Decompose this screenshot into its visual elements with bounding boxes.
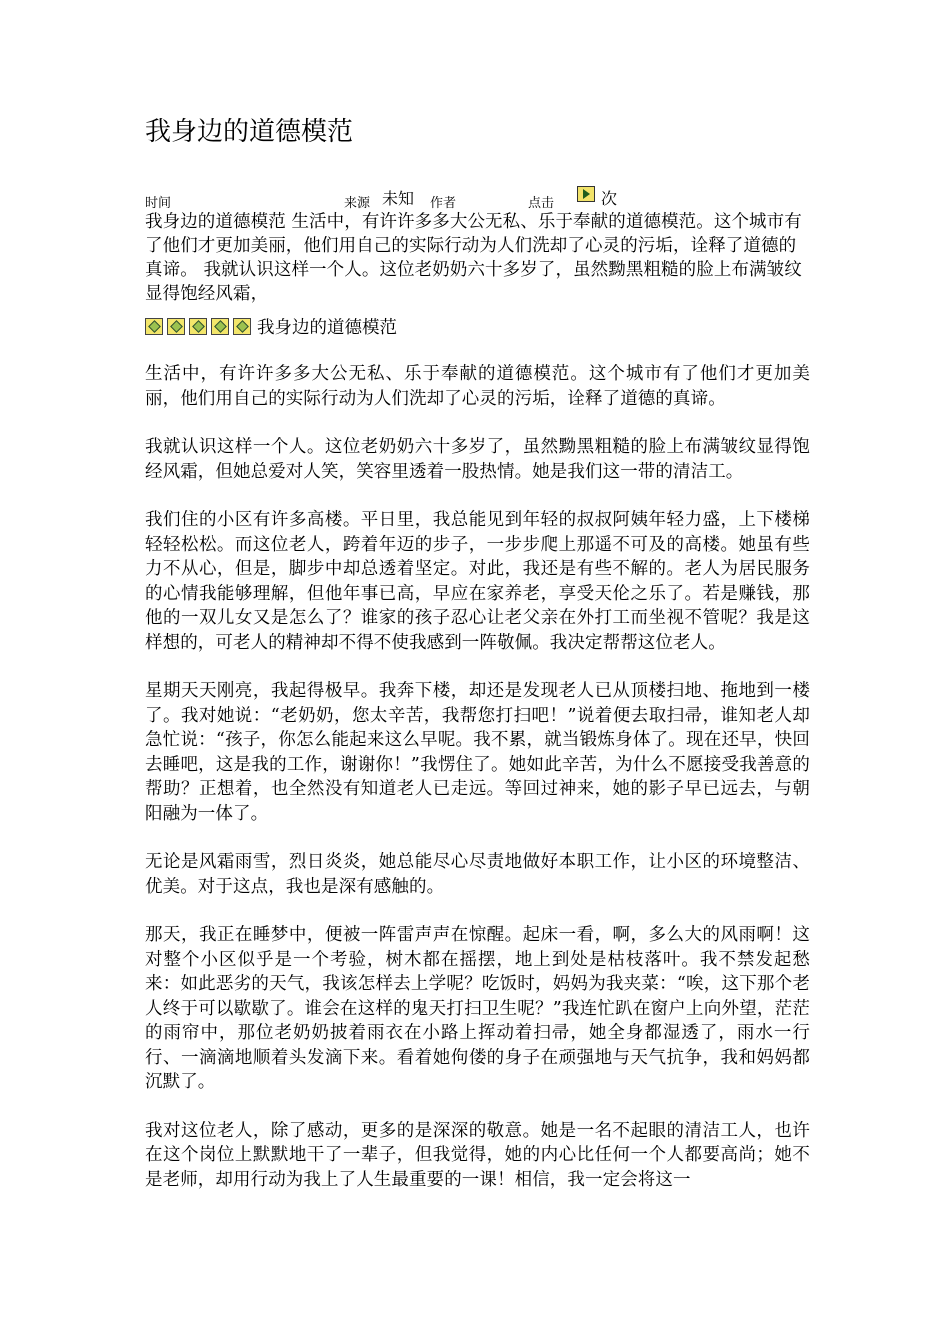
article-body <box>145 362 810 1216</box>
paragraph: 我就认识这样一个人。这位老奶奶六十多岁了，虽然黝黑粗糙的脸上布满皱纹显得饱经风霜，但她总爱对人笑，笑容里透着一股热情。她是我们这一带的清洁工。 <box>145 437 810 482</box>
clicks-suffix: 次 <box>601 189 618 208</box>
paragraph: 我对这位老人，除了感动，更多的是深深的敬意。她是一名不起眼的清洁工人，也许在这个岗位上默默地干了一辈子，但我觉得，她的内心比任何一个人都要高尚；她不是老师，却用行动为我上了人生最重要的一课！相信，我一定会将这一 <box>145 1120 810 1190</box>
source-label: 来源 <box>344 196 371 211</box>
paragraph: 无论是风霜雨雪，烈日炎炎，她总能尽心尽责地做好本职工作，让小区的环境整洁、优美。对于这点，我也是深有感触的。 <box>145 852 810 897</box>
rating-label: 我身边的道德模范 <box>257 317 397 338</box>
time-label: 时间 <box>145 196 172 211</box>
view-count-icon <box>577 186 595 202</box>
rating-row <box>145 315 397 337</box>
author-label: 作者 <box>430 196 457 211</box>
article-summary: 我身边的道德模范 生活中，有许许多多大公无私、乐于奉献的道德模范。这个城市有了他们才更加美丽，他们用自己的实际行动为人们洗却了心灵的污垢，诠释了道德的真谛。 我就认识这样一个人。这位老奶奶六十多岁了，虽然黝黑粗糙的脸上布满皱纹显得饱经风霜， <box>145 212 802 304</box>
paragraph: 我们住的小区有许多高楼。平日里，我总能见到年轻的叔叔阿姨年轻力盛，上下楼梯轻轻松松。而这位老人，跨着年迈的步子，一步步爬上那遥不可及的高楼。她虽有些力不从心，但是，脚步中却总透着坚定。对此，我还是有些不解的。老人为居民服务的心情我能够理解，但他年事已高，早应在家养老，享受天伦之乐了。若是赚钱，那他的一双儿女又是怎么了？谁家的孩子忍心让老父亲在外打工而坐视不管呢？我是这样想的，可老人的精神却不得不使我感到一阵敬佩。我决定帮帮这位老人。 <box>145 510 810 653</box>
star-icon <box>145 318 163 335</box>
paragraph: 那天，我正在睡梦中，便被一阵雷声声在惊醒。起床一看，啊，多么大的风雨啊！这对整个小区似乎是一个考验，树木都在摇摆，地上到处是枯枝落叶。我不禁发起愁来：如此恶劣的天气，我该怎样去上学呢？吃饭时，妈妈为我夹菜：“唉，这下那个老人终于可以歇歇了。谁会在这样的鬼天打扫卫生呢？”我连忙趴在窗户上向外望，茫茫的雨帘中，那位老奶奶披着雨衣在小路上挥动着扫帚，她全身都湿透了，雨水一行行、一滴滴地顺着头发滴下来。看着她佝偻的身子在顽强地与天气抗争，我和妈妈都沉默了。 <box>145 925 810 1092</box>
star-icon <box>167 318 185 335</box>
star-icon <box>189 318 207 335</box>
star-icon <box>233 318 251 335</box>
clicks-label: 点击 <box>528 196 555 211</box>
article-meta <box>145 186 810 210</box>
article-title: 我身边的道德模范 <box>145 117 354 147</box>
paragraph: 生活中，有许许多多大公无私、乐于奉献的道德模范。这个城市有了他们才更加美丽，他们用自己的实际行动为人们洗却了心灵的污垢，诠释了道德的真谛。 <box>145 364 810 409</box>
source-value: 未知 <box>382 189 415 208</box>
star-icon <box>211 318 229 335</box>
paragraph: 星期天天刚亮，我起得极早。我奔下楼，却还是发现老人已从顶楼扫地、拖地到一楼了。我对她说：“老奶奶，您太辛苦，我帮您打扫吧！”说着便去取扫帚，谁知老人却急忙说：“孩子，你怎么能起来这么早呢。我不累，就当锻炼身体了。现在还早，快回去睡吧，这是我的工作，谢谢你！”我愣住了。她如此辛苦，为什么不愿接受我善意的帮助？正想着，也全然没有知道老人已走远。等回过神来，她的影子早已远去，与朝阳融为一体了。 <box>145 681 810 824</box>
